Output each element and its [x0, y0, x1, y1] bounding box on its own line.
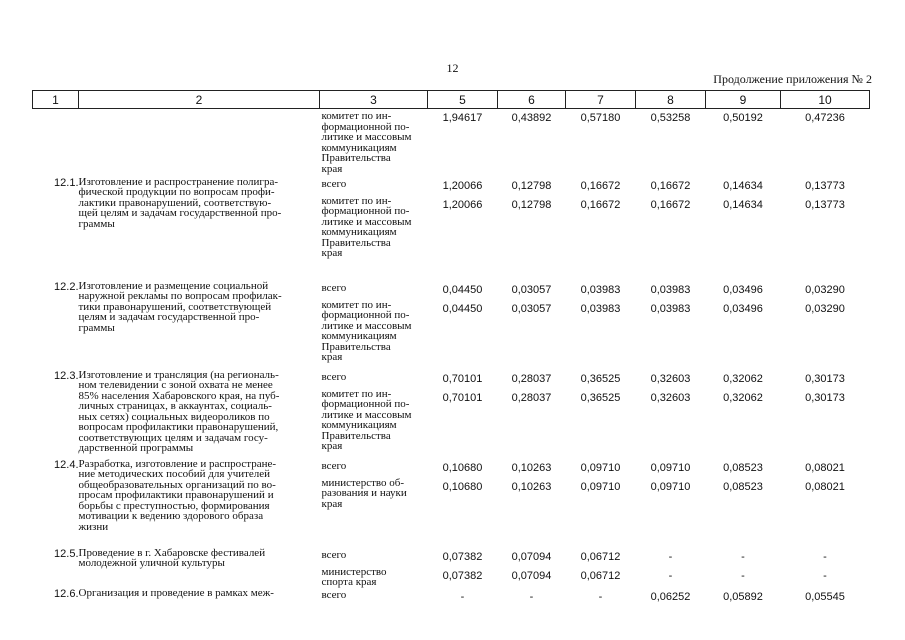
value-cell: -	[741, 569, 745, 582]
value-cell: 0,16672	[580, 198, 621, 211]
row-number: 12.6.	[54, 587, 79, 600]
measure-title: Изготовление и трансляция (на региональ- ном телевидении с зоной охвата не менее 85% населения Хабаровского края, на пуб- личных страницах, в аккаунтах, социаль- ных сетях) социальных видеороликов по вопросам профилактики правонарушений, соответствующих целям и задачам госу- дарственной программы	[78, 368, 280, 454]
value-cell: 0,08523	[723, 461, 763, 474]
value-cell: 0,09710	[580, 480, 621, 493]
value-cell: 0,32062	[723, 372, 763, 385]
value-cell: 0,16672	[650, 198, 691, 211]
col-header: 7	[566, 91, 636, 109]
value-cell: 0,08021	[805, 480, 845, 493]
value-cell: -	[741, 550, 745, 563]
table-row	[33, 459, 870, 548]
table-row	[33, 588, 870, 608]
value-cell: -	[668, 569, 673, 582]
value-cell: 0,04450	[442, 283, 483, 296]
value-cell: 0,16672	[580, 179, 621, 192]
value-cell: 0,06252	[650, 590, 691, 603]
value-cell: 0,30173	[805, 391, 845, 404]
value-cell: 0,08021	[805, 461, 845, 474]
value-cell: 0,30173	[805, 372, 845, 385]
value-cell: 0,06712	[580, 569, 621, 582]
row-number: 12.5.	[54, 547, 79, 560]
value-cell: 0,03496	[723, 302, 763, 315]
measure-title: Проведение в г. Хабаровске фестивалей молодежной уличной культуры	[78, 546, 266, 569]
executor-name: министерство об- разования и науки края	[321, 476, 407, 510]
value-cell: 1,94617	[442, 112, 483, 124]
value-cell: 0,06712	[580, 550, 621, 563]
measure-title: Изготовление и размещение социальной наружной рекламы по вопросам профилак- тики правонарушений, соответствующей целям и задачам государственной про- граммы	[78, 279, 282, 334]
value-cell: 0,70101	[442, 391, 483, 404]
col-header: 9	[706, 91, 781, 109]
col-header: 6	[498, 91, 566, 109]
value-cell: 0,28037	[511, 372, 552, 385]
value-cell: -	[823, 550, 827, 563]
value-cell: 0,03983	[650, 283, 691, 296]
value-cell: 0,10263	[511, 480, 552, 493]
executor-name: комитет по ин- формационной по- литике и массовым коммуникациям Правительства края	[321, 298, 412, 363]
value-cell: 0,07382	[442, 569, 483, 582]
value-cell: 0,10263	[511, 461, 552, 474]
total-label: всего	[321, 588, 347, 601]
col-header: 5	[428, 91, 498, 109]
executor-name: комитет по ин- формационной по- литике и массовым коммуникациям Правительства края	[321, 387, 412, 452]
value-cell: 0,32062	[723, 391, 763, 404]
value-cell: 0,47236	[805, 112, 845, 124]
row-number: 12.3.	[54, 369, 79, 382]
value-cell: 0,08523	[723, 480, 763, 493]
value-cell: 0,32603	[650, 372, 691, 385]
value-cell: 0,03290	[805, 302, 845, 315]
page-number: 12	[446, 61, 459, 75]
table-row	[33, 370, 870, 459]
value-cell: 0,03496	[723, 283, 763, 296]
value-cell: -	[823, 569, 827, 582]
value-cell: 0,03057	[511, 302, 552, 315]
value-cell: 0,03983	[580, 302, 621, 315]
value-cell: -	[529, 590, 534, 603]
executor-name: комитет по ин- формационной по- литике и массовым коммуникациям Правительства края	[321, 110, 412, 175]
col-header: 1	[33, 91, 79, 109]
value-cell: 0,13773	[805, 198, 845, 211]
header-row	[33, 91, 870, 109]
value-cell: 0,36525	[580, 372, 621, 385]
value-cell: 0,70101	[442, 372, 483, 385]
value-cell: -	[598, 590, 603, 603]
total-label: всего	[321, 459, 347, 472]
value-cell: 0,03983	[650, 302, 691, 315]
value-cell: 0,16672	[650, 179, 691, 192]
value-cell: 0,07382	[442, 550, 483, 563]
col-header: 2	[79, 91, 320, 109]
appendix-table	[32, 90, 870, 608]
value-cell: 0,03057	[511, 283, 552, 296]
total-label: всего	[321, 370, 347, 383]
total-label: всего	[321, 281, 347, 294]
executor-name: комитет по ин- формационной по- литике и массовым коммуникациям Правительства края	[321, 194, 412, 259]
value-cell: 0,03290	[805, 283, 845, 296]
value-cell: 0,14634	[723, 179, 763, 192]
value-cell: -	[460, 590, 465, 603]
value-cell: 0,09710	[580, 461, 621, 474]
value-cell: 0,03983	[580, 283, 621, 296]
value-cell: 1,20066	[442, 179, 483, 192]
col-header: 10	[781, 91, 870, 109]
value-cell: 0,53258	[650, 112, 691, 124]
continuation-row	[33, 109, 870, 177]
total-label: всего	[321, 548, 347, 561]
col-header: 8	[636, 91, 706, 109]
value-cell: 0,10680	[442, 461, 483, 474]
value-cell: 0,10680	[442, 480, 483, 493]
row-number: 12.4.	[54, 458, 79, 471]
value-cell: 0,28037	[511, 391, 552, 404]
value-cell: 0,05545	[805, 590, 845, 603]
measure-title: Организация и проведение в рамках меж-	[78, 586, 274, 599]
measure-title: Изготовление и распространение полигра- фической продукции по вопросам профи- лактики правонарушений, соответствую- щей целям и задачам государственной про- граммы	[78, 175, 282, 230]
appendix-note: Продолжение приложения № 2	[713, 72, 872, 86]
row-number: 12.2.	[54, 280, 79, 293]
value-cell: 0,12798	[511, 179, 552, 192]
value-cell: 0,09710	[650, 461, 691, 474]
executor-name: министерство спорта края	[321, 565, 387, 588]
value-cell: 0,13773	[805, 179, 845, 192]
value-cell: -	[668, 550, 673, 563]
col-header: 3	[320, 91, 428, 109]
table-row	[33, 281, 870, 370]
value-cell: 0,50192	[723, 112, 763, 124]
executor-name	[320, 604, 428, 607]
value-cell: 0,43892	[511, 112, 552, 124]
value-cell: 1,20066	[442, 198, 483, 211]
measure-title: Разработка, изготовление и распростране- ние методических пособий для учителей общеобразовательных организаций по во- просам профилактики правонарушений и борьбы с преступностью, формирования мотивации к ведению здорового образа жизни	[78, 457, 277, 533]
value-cell: 0,04450	[442, 302, 483, 315]
row-number: 12.1.	[54, 176, 79, 189]
value-cell: 0,12798	[511, 198, 552, 211]
value-cell: 0,14634	[723, 198, 763, 211]
table-row	[33, 548, 870, 588]
table-row	[33, 177, 870, 281]
value-cell: 0,57180	[580, 112, 621, 124]
value-cell: 0,05892	[723, 590, 763, 603]
value-cell: 0,36525	[580, 391, 621, 404]
value-cell: 0,07094	[511, 569, 552, 582]
value-cell: 0,32603	[650, 391, 691, 404]
value-cell: 0,07094	[511, 550, 552, 563]
total-label: всего	[321, 177, 347, 190]
value-cell: 0,09710	[650, 480, 691, 493]
